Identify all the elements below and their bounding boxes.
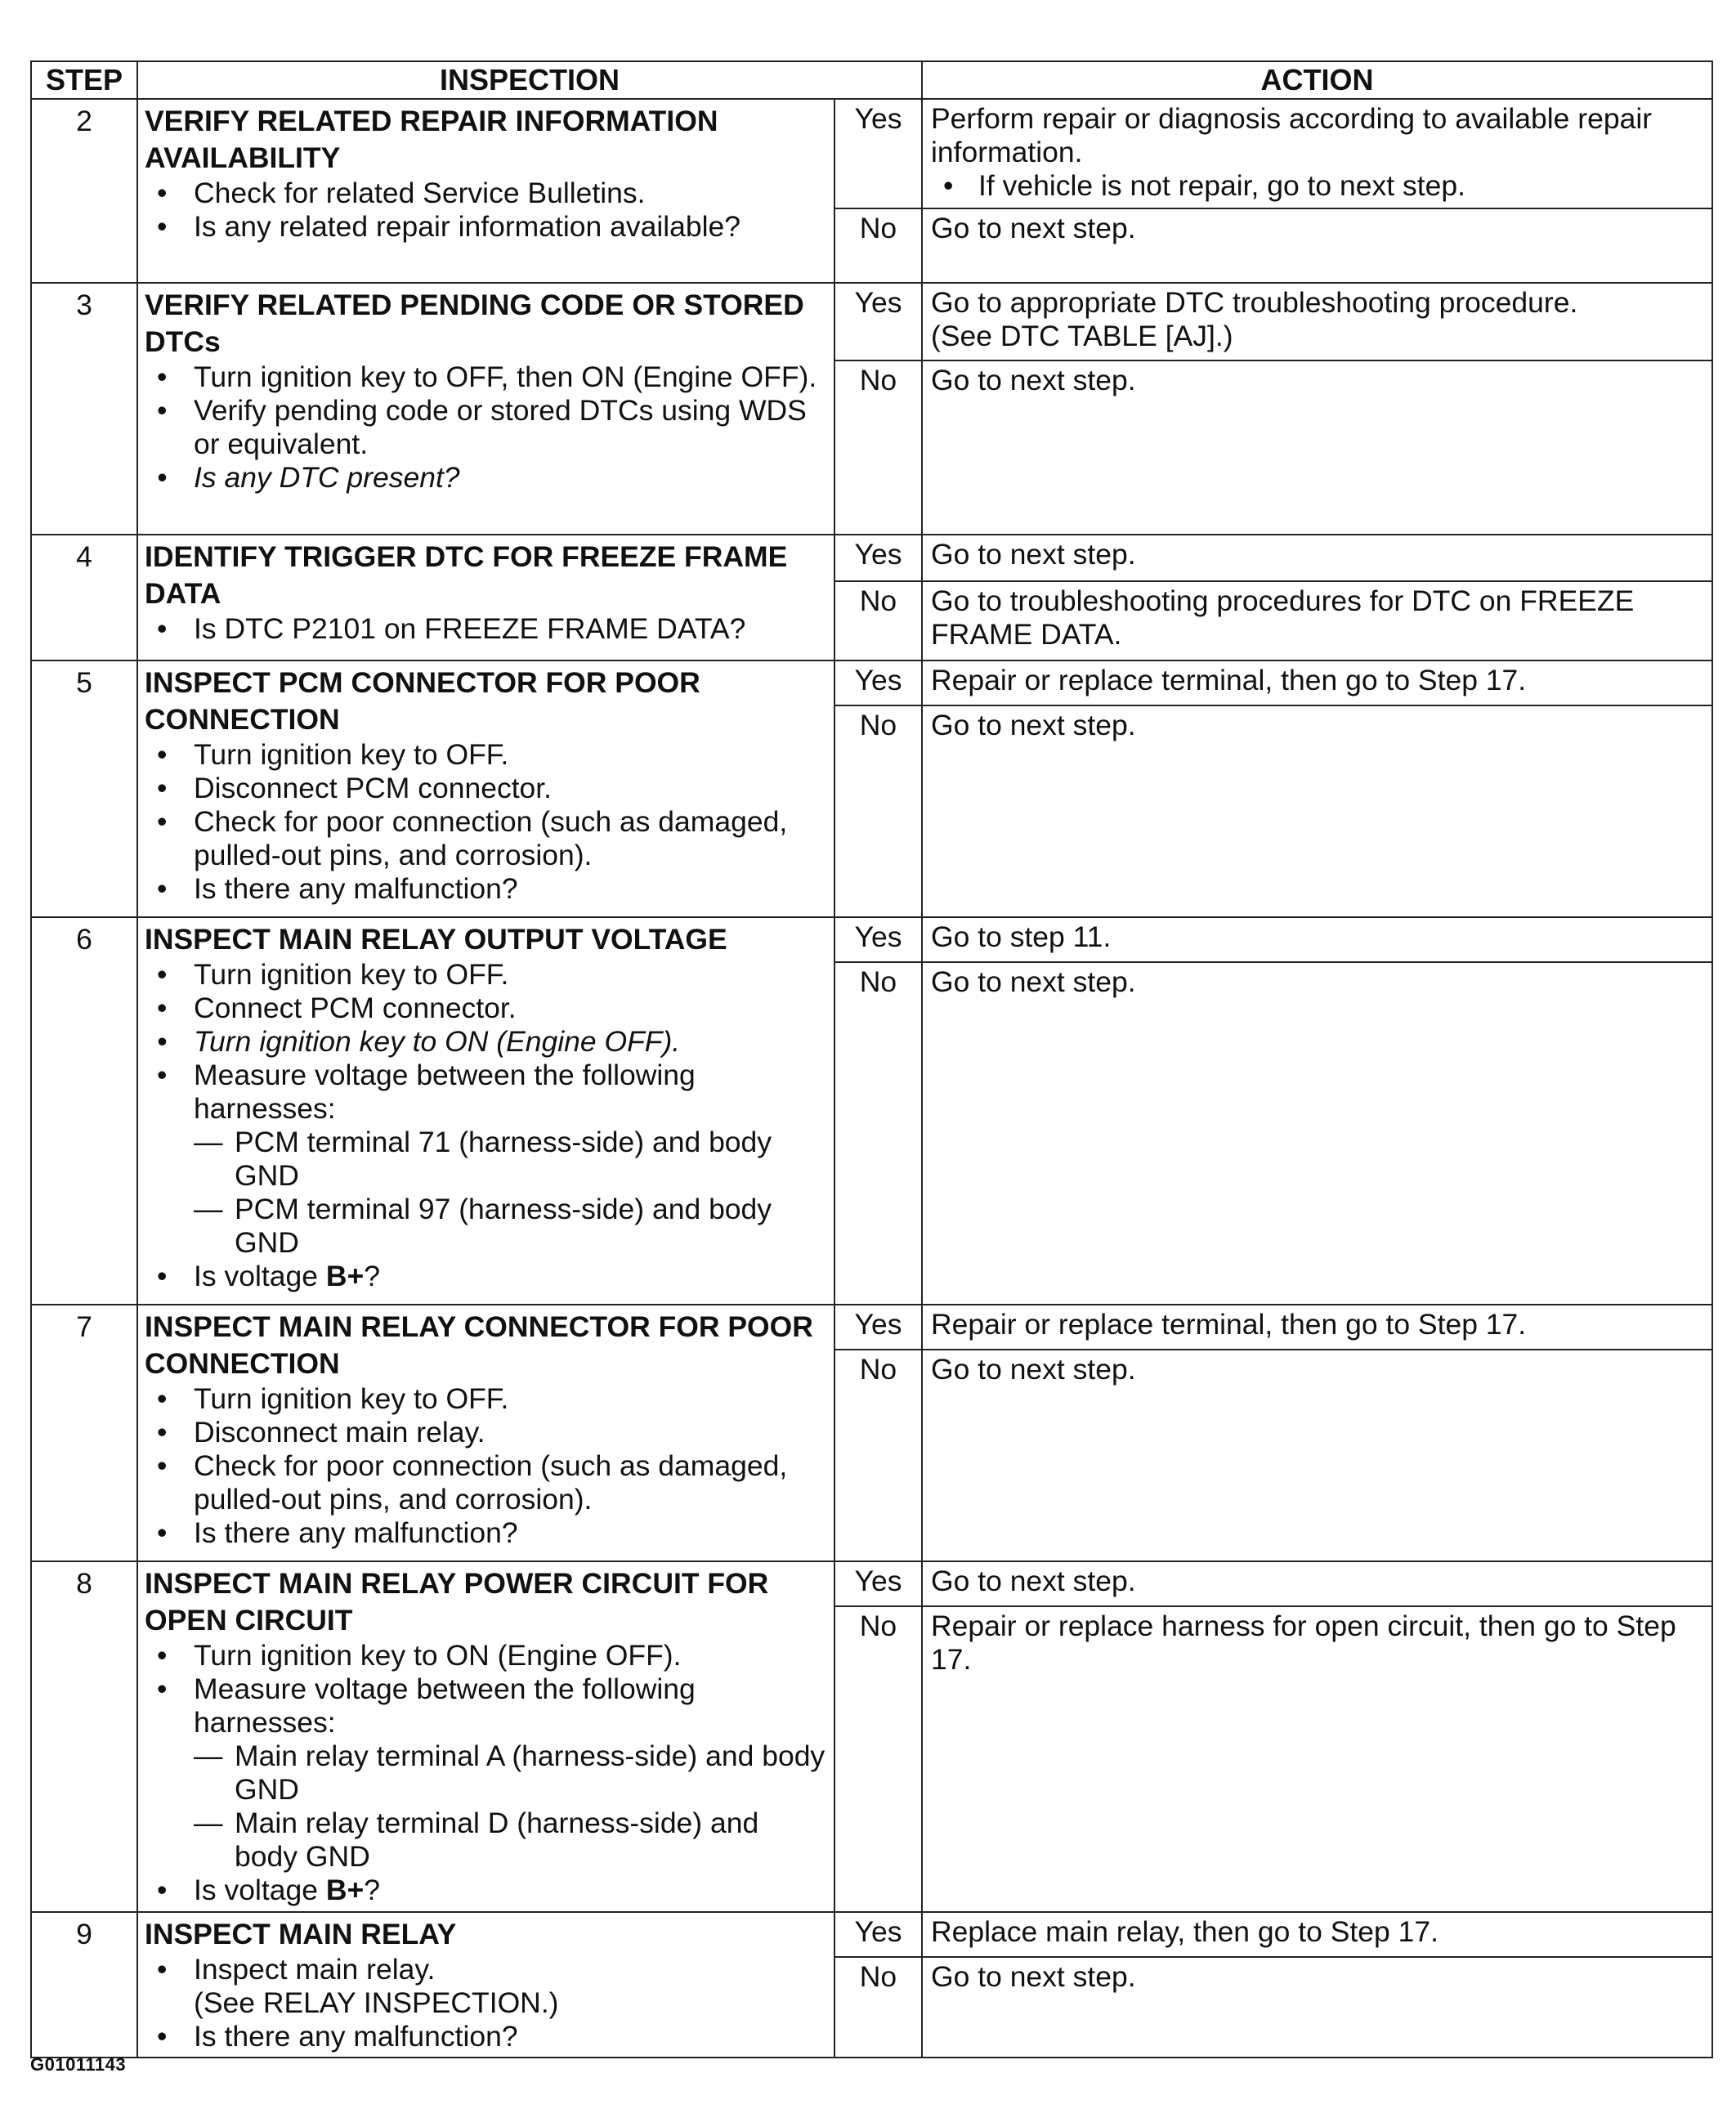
yes-label: Yes <box>834 1305 922 1350</box>
inspection-list <box>145 1953 827 2053</box>
inspection-list <box>145 738 827 906</box>
inspection-list <box>145 1382 827 1550</box>
yes-action-reference: (See DTC TABLE [AJ].) <box>931 320 1233 352</box>
inspection-sublist <box>194 1740 827 1874</box>
inspection-item: • Turn ignition key to OFF. <box>145 1382 827 1416</box>
inspection-item <box>145 1672 827 1874</box>
inspection-cell <box>137 917 834 1305</box>
inspection-item <box>145 1059 827 1260</box>
yes-label: Yes <box>834 283 922 360</box>
yes-action: Repair or replace terminal, then go to Step 17. <box>922 660 1712 705</box>
inspection-item-text: • Inspect main relay. <box>194 1953 436 1986</box>
inspection-item: • Is any related repair information available? <box>145 210 827 244</box>
no-label: No <box>834 1957 922 2058</box>
inspection-cell <box>137 660 834 917</box>
no-action: Go to troubleshooting procedures for DTC on FREEZE FRAME DATA. <box>922 581 1712 660</box>
yes-action: Repair or replace terminal, then go to Step 17. <box>922 1305 1712 1350</box>
inspection-item-note: (See RELAY INSPECTION.) <box>194 1986 559 2019</box>
no-action: Go to next step. <box>922 705 1712 917</box>
inspection-list <box>145 958 827 1293</box>
step-number: 9 <box>31 1912 137 2058</box>
action-list <box>931 169 1705 203</box>
step-number: 2 <box>31 99 137 283</box>
question-prefix: Is voltage <box>194 1874 326 1906</box>
no-action: Repair or replace harness for open circuit, then go to Step 17. <box>922 1606 1712 1912</box>
step-8-yes-row <box>31 1561 1712 1606</box>
question-suffix: ? <box>364 1260 380 1292</box>
inspection-subitem: — PCM terminal 97 (harness-side) and body GND <box>194 1193 827 1260</box>
no-label: No <box>834 581 922 660</box>
question-value: B+ <box>325 1260 365 1292</box>
diagnostic-procedure-table <box>30 60 1713 2058</box>
step-number: 7 <box>31 1305 137 1561</box>
inspection-cell <box>137 1561 834 1912</box>
step-number: 3 <box>31 283 137 535</box>
inspection-item <box>145 1874 827 1907</box>
step-number: 8 <box>31 1561 137 1912</box>
inspection-cell <box>137 1912 834 2058</box>
yes-action: Go to next step. <box>922 535 1712 581</box>
figure-id: G01011143 <box>30 2054 127 2075</box>
step-column-header: STEP <box>31 61 137 99</box>
no-label: No <box>834 1606 922 1912</box>
inspection-item: • Is DTC P2101 on FREEZE FRAME DATA? <box>145 612 827 646</box>
action-item: • If vehicle is not repair, go to next step. <box>931 169 1705 203</box>
inspection-sublist <box>194 1126 827 1260</box>
question-prefix: Is voltage <box>194 1260 326 1292</box>
inspection-column-header: INSPECTION <box>137 61 922 99</box>
no-action: Go to next step. <box>922 1957 1712 2058</box>
inspection-item-text: Measure voltage between the following harnesses: <box>194 1059 696 1125</box>
inspection-item: • Turn ignition key to ON (Engine OFF). <box>145 1639 827 1672</box>
no-label: No <box>834 1350 922 1561</box>
inspection-item: • Turn ignition key to OFF, then ON (Engine OFF). <box>145 360 827 394</box>
action-column-header: ACTION <box>922 61 1712 99</box>
no-action: Go to next step. <box>922 1350 1712 1561</box>
step-number: 6 <box>31 917 137 1305</box>
question-value: B+ <box>325 1874 365 1906</box>
inspection-title: INSPECT PCM CONNECTOR FOR POOR CONNECTION <box>145 666 700 736</box>
no-label: No <box>834 208 922 283</box>
inspection-title: IDENTIFY TRIGGER DTC FOR FREEZE FRAME DATA <box>145 540 788 610</box>
inspection-subitem: — PCM terminal 71 (harness-side) and body GND <box>194 1126 827 1193</box>
inspection-item: • Check for poor connection (such as damaged, pulled-out pins, and corrosion). <box>145 1449 827 1516</box>
yes-action <box>922 283 1712 360</box>
inspection-item: • Disconnect main relay. <box>145 1416 827 1449</box>
inspection-item <box>145 1260 827 1293</box>
yes-label: Yes <box>834 1561 922 1606</box>
inspection-cell <box>137 283 834 535</box>
no-label: No <box>834 360 922 535</box>
inspection-item: • Is there any malfunction? <box>145 872 827 906</box>
step-number: 5 <box>31 660 137 917</box>
inspection-title: INSPECT MAIN RELAY <box>145 1918 457 1950</box>
inspection-item: • Verify pending code or stored DTCs using WDS or equivalent. <box>145 394 827 461</box>
inspection-item <box>145 1953 827 2020</box>
yes-action: Replace main relay, then go to Step 17. <box>922 1912 1712 1957</box>
diagnostic-procedure-sheet <box>30 60 1711 2058</box>
step-6-yes-row <box>31 917 1712 962</box>
inspection-list <box>145 177 827 244</box>
inspection-item: • Disconnect PCM connector. <box>145 772 827 805</box>
inspection-item-text: Measure voltage between the following harnesses: <box>194 1672 696 1739</box>
no-label: No <box>834 705 922 917</box>
step-4-yes-row <box>31 535 1712 581</box>
step-2-yes-row <box>31 99 1712 208</box>
step-9-yes-row <box>31 1912 1712 1957</box>
no-label: No <box>834 962 922 1305</box>
inspection-list <box>145 1639 827 1907</box>
no-action: Go to next step. <box>922 360 1712 535</box>
inspection-item: • Turn ignition key to OFF. <box>145 738 827 772</box>
inspection-subitem: — Main relay terminal D (harness-side) and body GND <box>194 1807 827 1874</box>
inspection-title: INSPECT MAIN RELAY OUTPUT VOLTAGE <box>145 923 727 956</box>
inspection-item: • Turn ignition key to OFF. <box>145 958 827 992</box>
yes-label: Yes <box>834 99 922 208</box>
inspection-item: • Is any DTC present? <box>145 461 827 495</box>
yes-action-text: Perform repair or diagnosis according to available repair information. <box>931 102 1653 168</box>
table-header-row <box>31 61 1712 99</box>
step-number: 4 <box>31 535 137 660</box>
yes-label: Yes <box>834 535 922 581</box>
no-action: Go to next step. <box>922 962 1712 1305</box>
no-action: Go to next step. <box>922 208 1712 283</box>
step-7-yes-row <box>31 1305 1712 1350</box>
inspection-item: • Is there any malfunction? <box>145 1516 827 1550</box>
yes-action: Go to next step. <box>922 1561 1712 1606</box>
inspection-cell <box>137 99 834 283</box>
inspection-item: • Turn ignition key to ON (Engine OFF). <box>145 1025 827 1059</box>
inspection-title: INSPECT MAIN RELAY CONNECTOR FOR POOR CONNECTION <box>145 1310 813 1380</box>
inspection-cell <box>137 1305 834 1561</box>
inspection-item: • Connect PCM connector. <box>145 992 827 1025</box>
yes-action: Go to step 11. <box>922 917 1712 962</box>
step-5-yes-row <box>31 660 1712 705</box>
step-3-yes-row <box>31 283 1712 360</box>
inspection-item: • Check for related Service Bulletins. <box>145 177 827 210</box>
inspection-title: INSPECT MAIN RELAY POWER CIRCUIT FOR OPEN CIRCUIT <box>145 1567 769 1637</box>
yes-label: Yes <box>834 660 922 705</box>
question-suffix: ? <box>364 1874 380 1906</box>
inspection-list <box>145 360 827 495</box>
inspection-cell <box>137 535 834 660</box>
yes-label: Yes <box>834 917 922 962</box>
yes-action-text: Go to appropriate DTC troubleshooting procedure. <box>931 286 1578 319</box>
yes-label: Yes <box>834 1912 922 1957</box>
inspection-title: VERIFY RELATED REPAIR INFORMATION AVAILABILITY <box>145 105 718 174</box>
yes-action <box>922 99 1712 208</box>
inspection-item: • Is there any malfunction? <box>145 2020 827 2053</box>
inspection-item: • Check for poor connection (such as damaged, pulled-out pins, and corrosion). <box>145 805 827 872</box>
inspection-list <box>145 612 827 646</box>
inspection-title: VERIFY RELATED PENDING CODE OR STORED DTCs <box>145 289 804 358</box>
inspection-subitem: — Main relay terminal A (harness-side) and body GND <box>194 1740 827 1807</box>
